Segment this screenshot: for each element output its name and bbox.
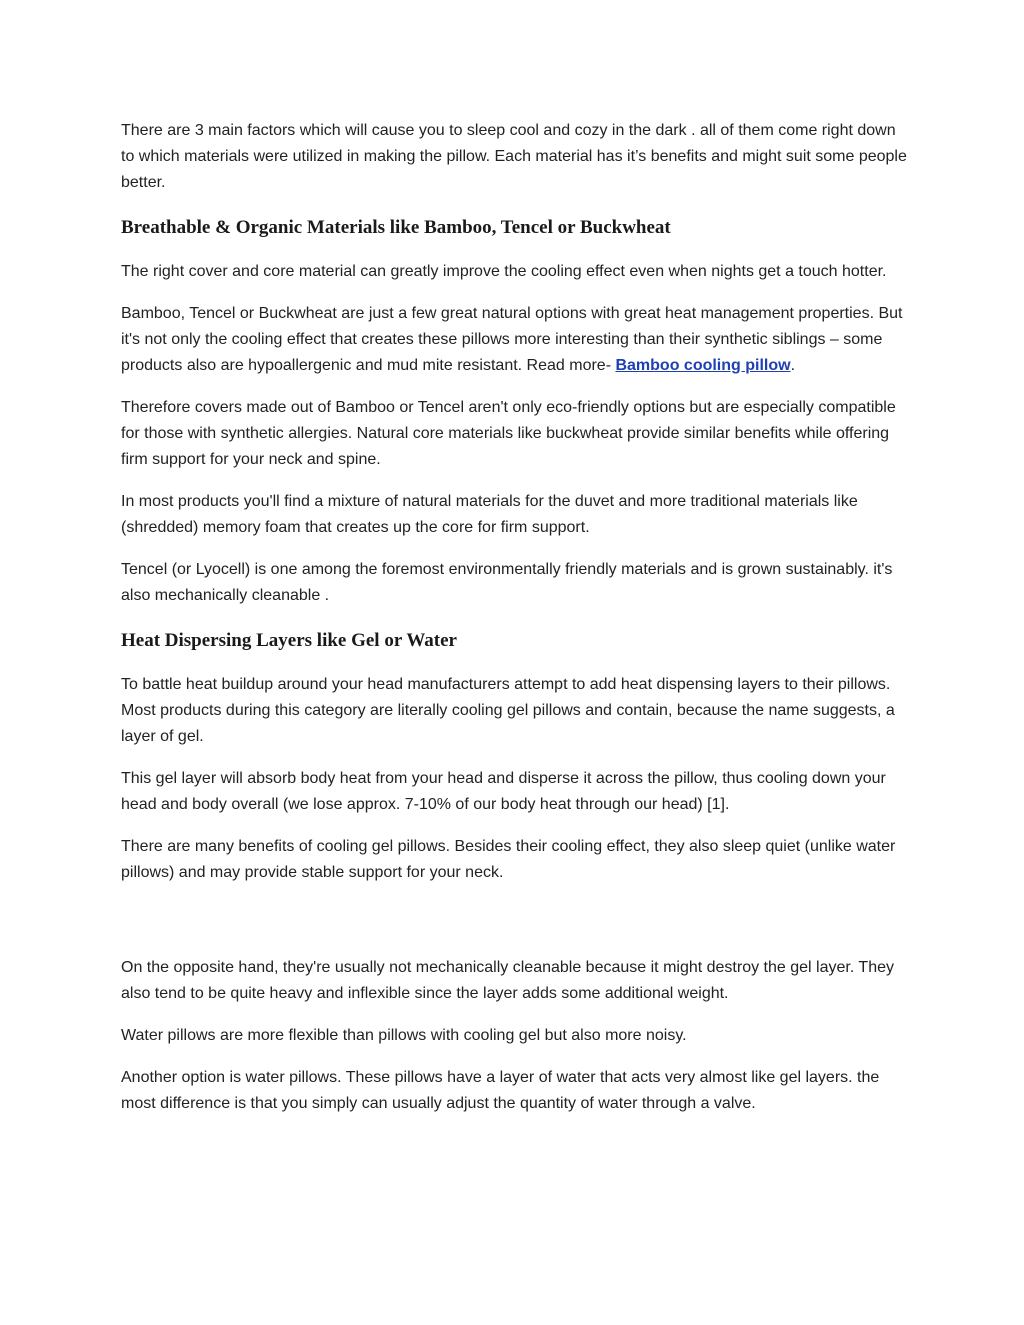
intro-paragraph: There are 3 main factors which will cause you to sleep cool and cozy in the dark . all of them come right down to which materials were utilized in making the pillow. Each material has it’s benefits and might suit some people better. — [121, 122, 907, 191]
paragraph-gel-benefits: There are many benefits of cooling gel pillows. Besides their cooling effect, they also sleep quiet (unlike water pillows) and may provide stable support for your neck. — [121, 838, 896, 881]
paragraph-gel-drawbacks: On the opposite hand, they're usually not mechanically cleanable because it might destroy the gel layer. They also tend to be quite heavy and inflexible since the layer adds some additional weight. — [121, 959, 894, 1002]
paragraph-heat-buildup: To battle heat buildup around your head manufacturers attempt to add heat dispensing layers to their pillows. Most products during this category are literally cooling gel pillows and contain, because the name suggests, a layer of gel. — [121, 676, 895, 745]
paragraph-natural-options — [121, 301, 911, 379]
paragraph-mixture-materials: In most products you'll find a mixture of natural materials for the duvet and more traditional materials like (shredded) memory foam that creates up the core for firm support. — [121, 493, 858, 536]
paragraph-natural-options-text: Bamboo, Tencel or Buckwheat are just a few great natural options with great heat management properties. But it's not only the cooling effect that creates these pillows more interesting than their synthetic siblings – some products also are hypoallergenic and mud mite resistant. Read more- — [121, 305, 903, 374]
paragraph-natural-options-end: . — [790, 357, 796, 374]
paragraph-water-option: Another option is water pillows. These pillows have a layer of water that acts very almost like gel layers. the most difference is that you simply can usually adjust the quantity of water through a valve. — [121, 1069, 880, 1112]
section-heading-heat-dispersing: Heat Dispersing Layers like Gel or Water — [121, 630, 457, 651]
document-page — [121, 118, 911, 1117]
paragraph-gel-layer: This gel layer will absorb body heat from your head and disperse it across the pillow, thus cooling down your head and body overall (we lose approx. 7-10% of our body heat through our head) [1]. — [121, 770, 886, 813]
paragraph-water-flexible: Water pillows are more flexible than pillows with cooling gel but also more noisy. — [121, 1027, 687, 1044]
paragraph-tencel: Tencel (or Lyocell) is one among the foremost environmentally friendly materials and is grown sustainably. it's also mechanically cleanable . — [121, 561, 893, 604]
bamboo-cooling-pillow-link[interactable]: Bamboo cooling pillow — [615, 357, 791, 374]
paragraph-cover-core: The right cover and core material can greatly improve the cooling effect even when nights get a touch hotter. — [121, 263, 887, 280]
section-heading-breathable-materials: Breathable & Organic Materials like Bamboo, Tencel or Buckwheat — [121, 217, 671, 238]
paragraph-covers-allergies: Therefore covers made out of Bamboo or Tencel aren't only eco-friendly options but are especially compatible for those with synthetic allergies. Natural core materials like buckwheat provide similar benefits while offering firm support for your neck and spine. — [121, 399, 896, 468]
